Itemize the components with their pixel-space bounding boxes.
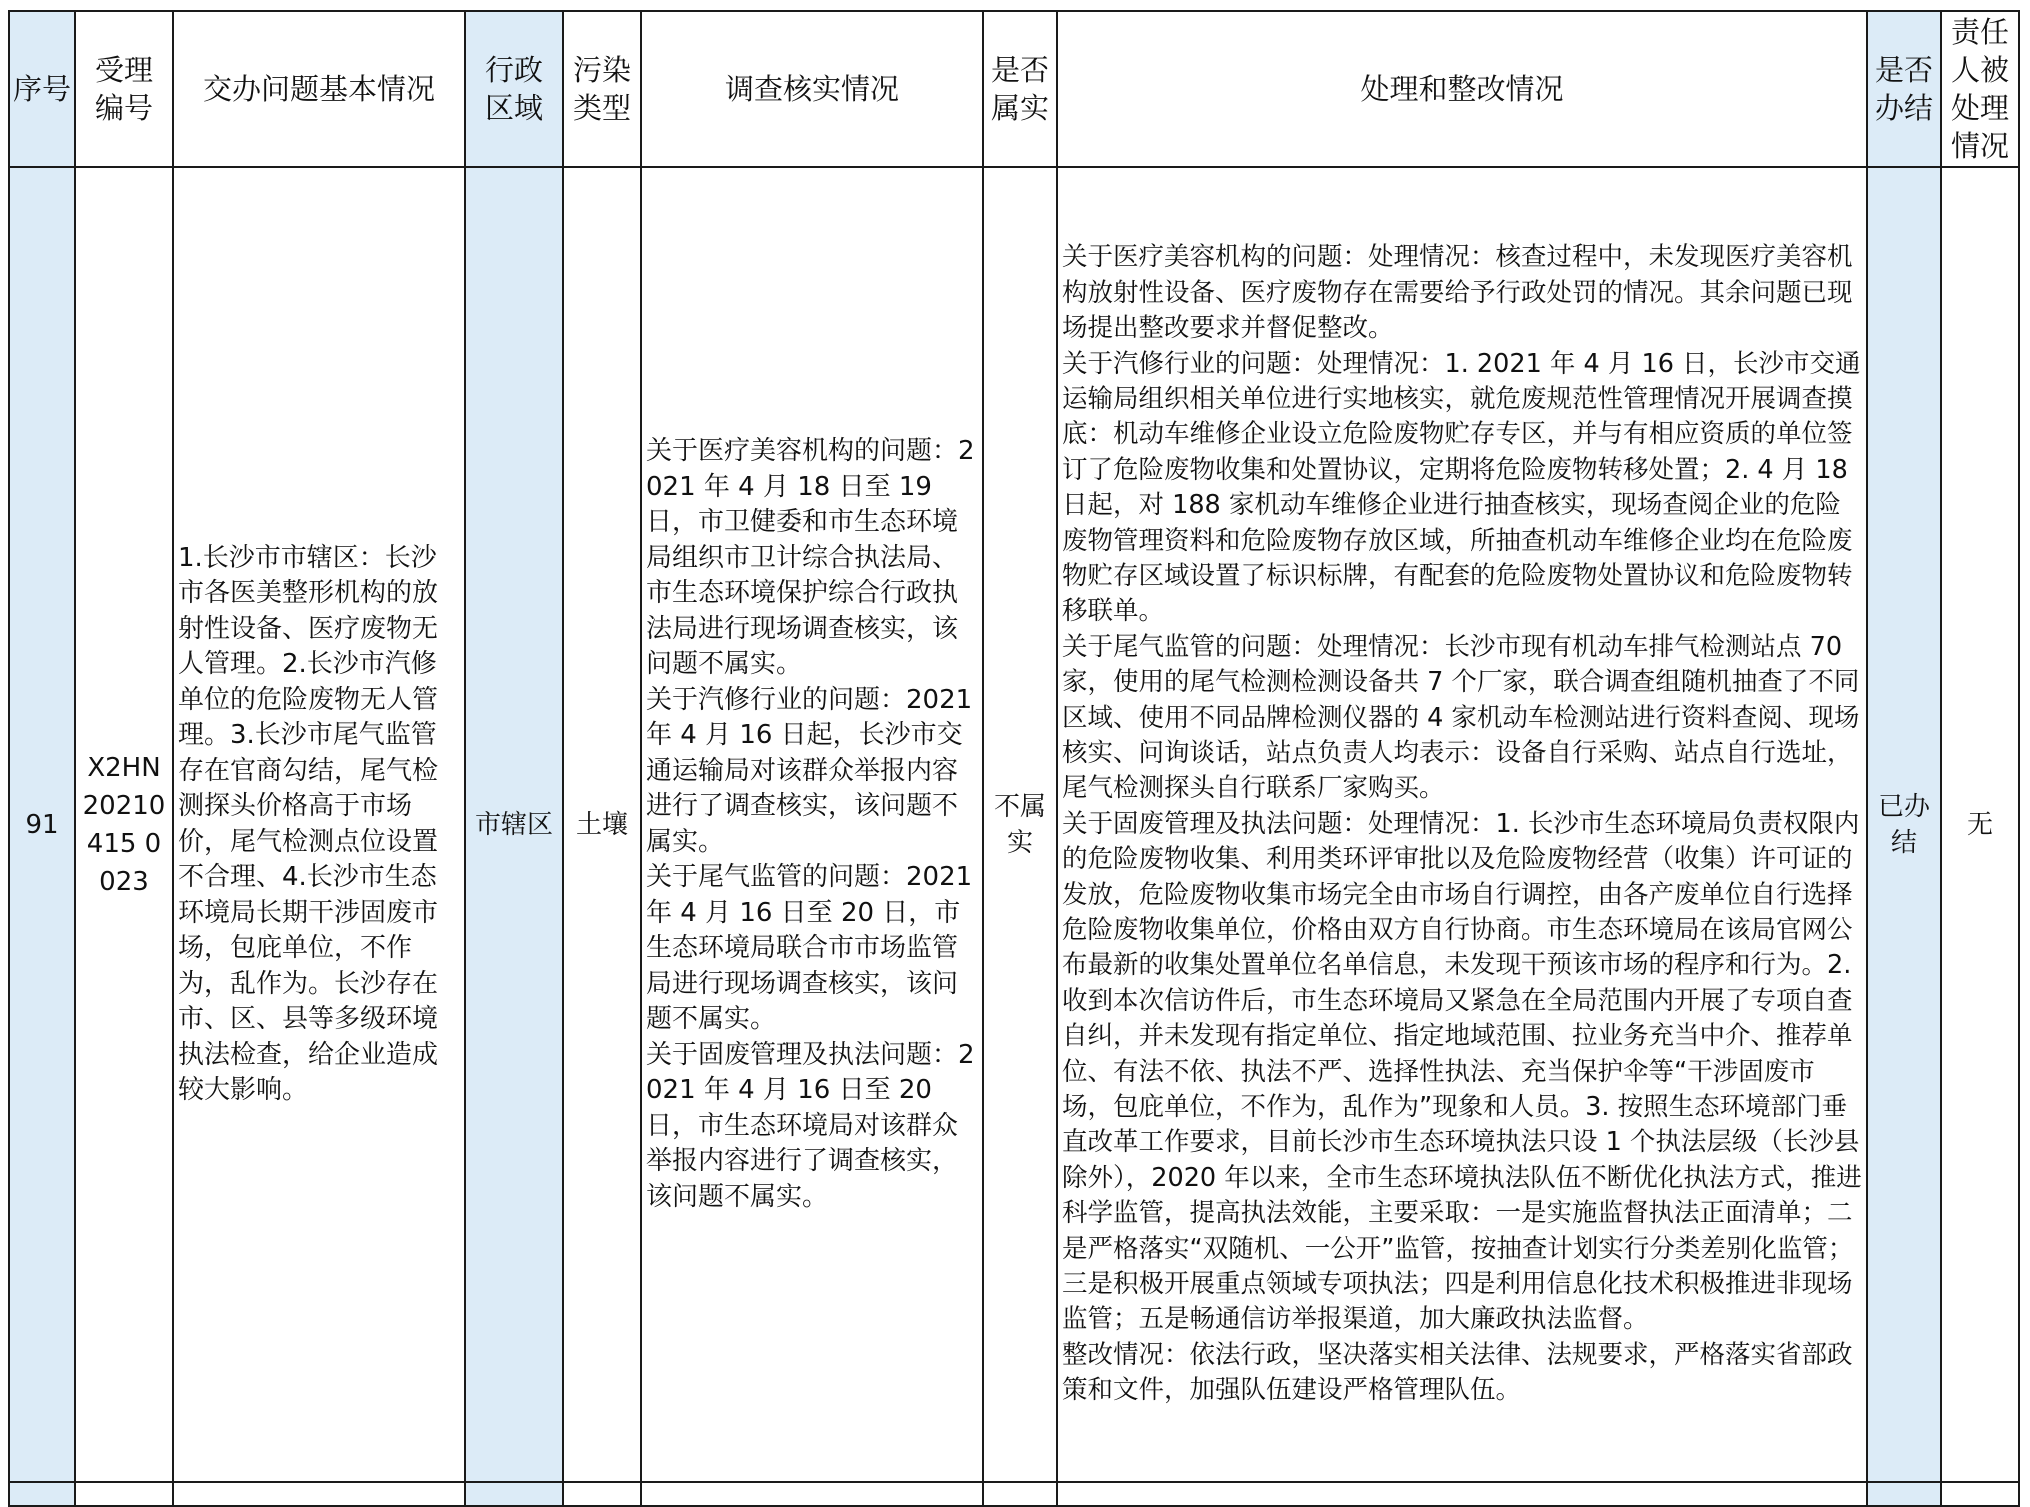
header-accountability: 责任人被处理情况 <box>1941 11 2019 167</box>
cell-accountability: 无 <box>1941 167 2019 1482</box>
next-row-edge <box>9 1482 2019 1506</box>
header-seq: 序号 <box>9 11 75 167</box>
next-cell <box>1057 1482 1867 1506</box>
header-pollution: 污染类型 <box>563 11 641 167</box>
header-is-true: 是否属实 <box>983 11 1057 167</box>
next-cell <box>983 1482 1057 1506</box>
cell-district: 市辖区 <box>465 167 563 1482</box>
next-cell <box>641 1482 983 1506</box>
cell-handling <box>1057 167 1867 1482</box>
next-cell <box>1867 1482 1941 1506</box>
cell-investigation <box>641 167 983 1482</box>
handling-paragraph: 关于尾气监管的问题：处理情况：长沙市现有机动车排气检测站点 70 家，使用的尾气检测检测设备共 7 个厂家，联合调查组随机抽查了不同区域、使用不同品牌检测仪器的 4 家机动车检测站进行资料查阅、现场核实、问询谈话，站点负责人均表示：设备自行采购、站点自行选址，尾气检测探头自行联系厂家购买。 <box>1062 631 1860 804</box>
header-district: 行政区域 <box>465 11 563 167</box>
cell-seq: 91 <box>9 167 75 1482</box>
header-row <box>9 11 2019 167</box>
cell-issue: 1.长沙市市辖区：长沙市各医美整形机构的放射性设备、医疗废物无人管理。2.长沙市汽修单位的危险废物无人管理。3.长沙市尾气监管存在官商勾结，尾气检测探头价格高于市场价，尾气检测点位设置不合理、4.长沙市生态环境局长期干涉固废市场，包庇单位，不作为，乱作为。长沙存在市、区、县等多级环境执法检查，给企业造成较大影响。 <box>173 167 465 1482</box>
case-table <box>8 10 2020 1507</box>
cell-completed: 已办结 <box>1867 167 1941 1482</box>
investigation-paragraph: 关于汽修行业的问题：2021 年 4 月 16 日起，长沙市交通运输局对该群众举报内容进行了调查核实，该问题不属实。 <box>646 684 973 857</box>
investigation-paragraph: 关于固废管理及执法问题：2021 年 4 月 16 日至 20 日，市生态环境局对该群众举报内容进行了调查核实，该问题不属实。 <box>646 1039 975 1212</box>
handling-paragraph: 关于固废管理及执法问题：处理情况：1. 长沙市生态环境局负责权限内的危险废物收集、利用类环评审批以及危险废物经营（收集）许可证的发放，危险废物收集市场完全由市场自行调控，由各产废单位自行选择危险废物收集单位，价格由双方自行协商。市生态环境局在该局官网公布最新的收集处置单位名单信息，未发现干预该市场的程序和行为。2. 收到本次信访件后，市生态环境局又紧急在全局范围内开展了专项自查自纠，并未发现有指定单位、指定地域范围、拉业务充当中介、推荐单位、有法不依、执法不严、选择性执法、充当保护伞等“干涉固废市场，包庇单位，不作为，乱作为”现象和人员。3. 按照生态环境部门垂直改革工作要求，目前长沙市生态环境执法只设 1 个执法层级（长沙县除外），2020 年以来，全市生态环境执法队伍不断优化执法方式，推进科学监管，提高执法效能，主要采取：一是实施监督执法正面清单；二是严格落实“双随机、一公开”监管，按抽查计划实行分类差别化监管；三是积极开展重点领域专项执法；四是利用信息化技术积极推进非现场监管；五是畅通信访举报渠道，加大廉政执法监督。 <box>1062 808 1862 1335</box>
handling-paragraph: 关于汽修行业的问题：处理情况：1. 2021 年 4 月 16 日，长沙市交通运输局组织相关单位进行实地核实，就危废规范性管理情况开展调查摸底：机动车维修企业设立危险废物贮存专区，并与有相应资质的单位签订了危险废物收集和处置协议，定期将危险废物转移处置；2. 4 月 18 日起，对 188 家机动车维修企业进行抽查核实，现场查阅企业的危险废物管理资料和危险废物存放区域，所抽查机动车维修企业均在危险废物贮存区域设置了标识标牌，有配套的危险废物处置协议和危险废物转移联单。 <box>1062 348 1861 627</box>
next-cell <box>173 1482 465 1506</box>
header-investigation: 调查核实情况 <box>641 11 983 167</box>
header-case-no: 受理编号 <box>75 11 173 167</box>
next-cell <box>563 1482 641 1506</box>
next-cell <box>9 1482 75 1506</box>
cell-pollution: 土壤 <box>563 167 641 1482</box>
handling-paragraph: 关于医疗美容机构的问题：处理情况：核查过程中，未发现医疗美容机构放射性设备、医疗废物存在需要给予行政处罚的情况。其余问题已现场提出整改要求并督促整改。 <box>1062 242 1853 344</box>
next-cell <box>465 1482 563 1506</box>
handling-paragraph: 整改情况：依法行政，坚决落实相关法律、法规要求，严格落实省部政策和文件，加强队伍建设严格管理队伍。 <box>1062 1339 1853 1406</box>
next-cell <box>1941 1482 2019 1506</box>
table-row <box>9 167 2019 1482</box>
next-cell <box>75 1482 173 1506</box>
cell-is-true: 不属实 <box>983 167 1057 1482</box>
cell-case-no: X2HN20210415 0023 <box>75 167 173 1482</box>
header-completed: 是否办结 <box>1867 11 1941 167</box>
header-issue: 交办问题基本情况 <box>173 11 465 167</box>
investigation-paragraph: 关于医疗美容机构的问题：2021 年 4 月 18 日至 19 日，市卫健委和市生态环境局组织市卫计综合执法局、市生态环境保护综合行政执法局进行现场调查核实，该问题不属实。 <box>646 436 975 679</box>
header-handling: 处理和整改情况 <box>1057 11 1867 167</box>
investigation-paragraph: 关于尾气监管的问题：2021 年 4 月 16 日至 20 日，市生态环境局联合市市场监管局进行现场调查核实，该问题不属实。 <box>646 862 973 1034</box>
